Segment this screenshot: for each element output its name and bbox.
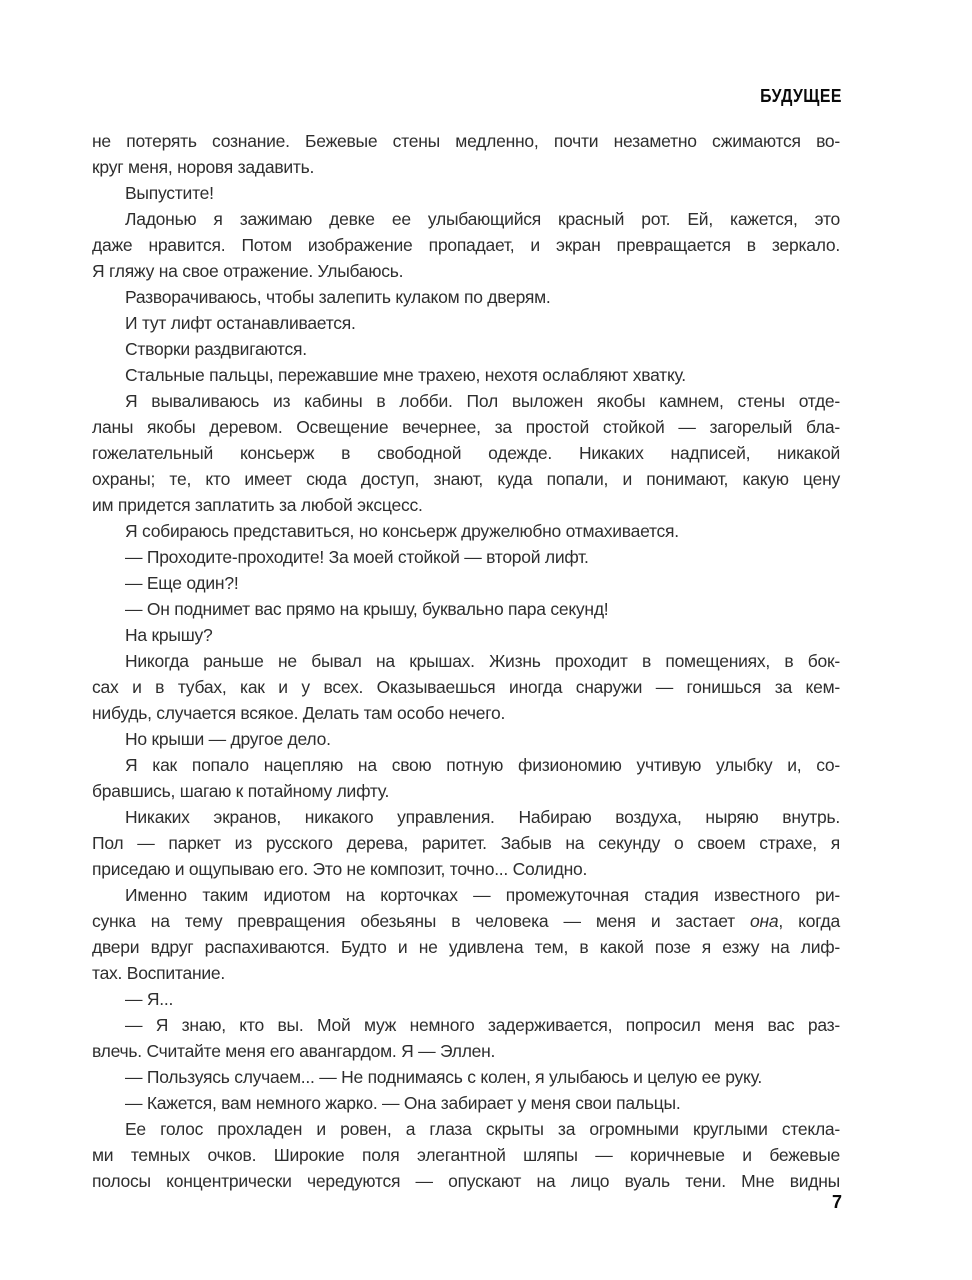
paragraph bbox=[92, 622, 840, 648]
text-line bbox=[92, 882, 840, 908]
text-line bbox=[92, 622, 840, 648]
text-block bbox=[92, 128, 840, 1194]
text-line bbox=[92, 544, 840, 570]
paragraph bbox=[92, 544, 840, 570]
text-line bbox=[92, 128, 840, 154]
paragraph bbox=[92, 1012, 840, 1064]
text-line bbox=[92, 336, 840, 362]
text-line bbox=[92, 674, 840, 700]
text-line bbox=[92, 700, 840, 726]
text-line bbox=[92, 908, 840, 934]
text-line bbox=[92, 1168, 840, 1194]
paragraph bbox=[92, 310, 840, 336]
paragraph bbox=[92, 180, 840, 206]
text-line bbox=[92, 154, 840, 180]
text-segment: — Я знаю, кто вы. Мой муж немного задерживается, попросил меня вас раз- bbox=[125, 1015, 840, 1035]
text-line bbox=[92, 1038, 840, 1064]
text-segment: Разворачиваюсь, чтобы залепить кулаком по дверям. bbox=[125, 287, 551, 307]
paragraph bbox=[92, 986, 840, 1012]
paragraph bbox=[92, 362, 840, 388]
text-segment: Именно таким идиотом на корточках — промежуточная стадия известного ри- bbox=[125, 885, 840, 905]
text-segment: Пол — паркет из русского дерева, раритет. Забыв на секунду о своем страхе, я bbox=[92, 833, 840, 853]
text-segment: — Проходите-проходите! За моей стойкой — второй лифт. bbox=[125, 547, 589, 567]
text-segment: Но крыши — другое дело. bbox=[125, 729, 331, 749]
text-segment: Ладонью я зажимаю девке ее улыбающийся красный рот. Ей, кажется, это bbox=[125, 209, 840, 229]
text-line bbox=[92, 492, 840, 518]
text-segment: полосы концентрически чередуются — опускают на лицо вуаль тени. Мне видны bbox=[92, 1171, 840, 1191]
text-line bbox=[92, 986, 840, 1012]
text-line bbox=[92, 1064, 840, 1090]
text-segment: влечь. Считайте меня его авангардом. Я — Эллен. bbox=[92, 1041, 496, 1061]
text-line bbox=[92, 180, 840, 206]
paragraph bbox=[92, 726, 840, 752]
text-line bbox=[92, 284, 840, 310]
text-line bbox=[92, 570, 840, 596]
page-number: 7 bbox=[831, 1192, 842, 1212]
text-line bbox=[92, 596, 840, 622]
text-segment: — Еще один?! bbox=[125, 573, 239, 593]
text-line bbox=[92, 1090, 840, 1116]
text-line bbox=[92, 466, 840, 492]
paragraph bbox=[92, 648, 840, 726]
text-line bbox=[92, 362, 840, 388]
text-segment: круг меня, норовя задавить. bbox=[92, 157, 315, 177]
text-segment: Выпустите! bbox=[125, 183, 214, 203]
text-line bbox=[92, 310, 840, 336]
text-segment: тах. Воспитание. bbox=[92, 963, 226, 983]
text-segment: — Кажется, вам немного жарко. — Она забирает у меня свои пальцы. bbox=[125, 1093, 681, 1113]
text-line bbox=[92, 388, 840, 414]
text-line bbox=[92, 258, 840, 284]
paragraph bbox=[92, 388, 840, 518]
text-segment: Створки раздвигаются. bbox=[125, 339, 307, 359]
text-segment: нибудь, случается всякое. Делать там особо нечего. bbox=[92, 703, 506, 723]
text-line bbox=[92, 206, 840, 232]
text-line bbox=[92, 648, 840, 674]
text-segment: двери вдруг распахиваются. Будто и не удивлена тем, в какой позе я езжу на лиф- bbox=[92, 937, 840, 957]
paragraph bbox=[92, 882, 840, 986]
paragraph bbox=[92, 752, 840, 804]
paragraph bbox=[92, 206, 840, 284]
text-segment: бравшись, шагаю к потайному лифту. bbox=[92, 781, 390, 801]
text-line bbox=[92, 414, 840, 440]
text-segment: Я вываливаюсь из кабины в лобби. Пол выложен якобы камнем, стены отде- bbox=[125, 391, 840, 411]
text-segment: даже нравится. Потом изображение пропадает, и экран превращается в зеркало. bbox=[92, 235, 840, 255]
paragraph bbox=[92, 1116, 840, 1194]
text-line bbox=[92, 752, 840, 778]
text-segment: Никаких экранов, никакого управления. Набираю воздуха, ныряю внутрь. bbox=[125, 807, 840, 827]
paragraph bbox=[92, 570, 840, 596]
text-line bbox=[92, 1142, 840, 1168]
text-segment: — Он поднимет вас прямо на крышу, буквально пара секунд! bbox=[125, 599, 609, 619]
text-segment: Ее голос прохладен и ровен, а глаза скрыты за огромными круглыми стекла- bbox=[125, 1119, 840, 1139]
text-segment: , когда bbox=[778, 911, 840, 931]
text-line bbox=[92, 934, 840, 960]
text-segment: сунка на тему превращения обезьяны в человека — меня и застает bbox=[92, 911, 751, 931]
paragraph bbox=[92, 284, 840, 310]
text-line bbox=[92, 232, 840, 258]
text-line bbox=[92, 1116, 840, 1142]
text-segment: ланы якобы деревом. Освещение вечернее, за простой стойкой — загорелый бла- bbox=[92, 417, 840, 437]
paragraph bbox=[92, 1064, 840, 1090]
text-segment: им придется заплатить за любой эксцесс. bbox=[92, 495, 423, 515]
text-segment: Я собираюсь представиться, но консьерж дружелюбно отмахивается. bbox=[125, 521, 679, 541]
paragraph bbox=[92, 1090, 840, 1116]
text-segment: охраны; те, кто имеет сюда доступ, знают, куда попали, и понимают, какую цену bbox=[92, 469, 840, 489]
paragraph bbox=[92, 128, 840, 180]
text-segment: — Я... bbox=[125, 989, 174, 1009]
text-segment: не потерять сознание. Бежевые стены медленно, почти незаметно сжимаются во- bbox=[92, 131, 840, 151]
text-line bbox=[92, 726, 840, 752]
text-segment: приседаю и ощупываю его. Это не композит, точно... Солидно. bbox=[92, 859, 588, 879]
paragraph bbox=[92, 804, 840, 882]
text-line bbox=[92, 778, 840, 804]
paragraph bbox=[92, 336, 840, 362]
text-line bbox=[92, 1012, 840, 1038]
text-segment: Стальные пальцы, пережавшие мне трахею, нехотя ослабляют хватку. bbox=[125, 365, 686, 385]
text-line bbox=[92, 960, 840, 986]
paragraph bbox=[92, 518, 840, 544]
emphasized-text: она bbox=[750, 911, 779, 931]
text-line bbox=[92, 804, 840, 830]
text-segment: Я как попало нацепляю на свою потную физиономию учтивую улыбку и, со- bbox=[125, 755, 840, 775]
text-segment: гожелательный консьерж в свободной одежде. Никаких надписей, никакой bbox=[92, 443, 840, 463]
text-segment: И тут лифт останавливается. bbox=[125, 313, 356, 333]
text-line bbox=[92, 830, 840, 856]
text-segment: — Пользуясь случаем... — Не поднимаясь с колен, я улыбаюсь и целую ее руку. bbox=[125, 1067, 763, 1087]
text-segment: Никогда раньше не бывал на крышах. Жизнь проходит в помещениях, в бок- bbox=[125, 651, 840, 671]
text-line bbox=[92, 518, 840, 544]
text-line bbox=[92, 856, 840, 882]
text-segment: ми темных очков. Широкие поля элегантной шляпы — коричневые и бежевые bbox=[92, 1145, 840, 1165]
paragraph bbox=[92, 596, 840, 622]
text-segment: Я гляжу на свое отражение. Улыбаюсь. bbox=[92, 261, 404, 281]
text-segment: На крышу? bbox=[125, 625, 213, 645]
running-head: БУДУЩЕЕ bbox=[760, 86, 842, 106]
text-segment: сах и в тубах, как и у всех. Оказываешься иногда снаружи — гонишься за кем- bbox=[92, 677, 840, 697]
text-line bbox=[92, 440, 840, 466]
